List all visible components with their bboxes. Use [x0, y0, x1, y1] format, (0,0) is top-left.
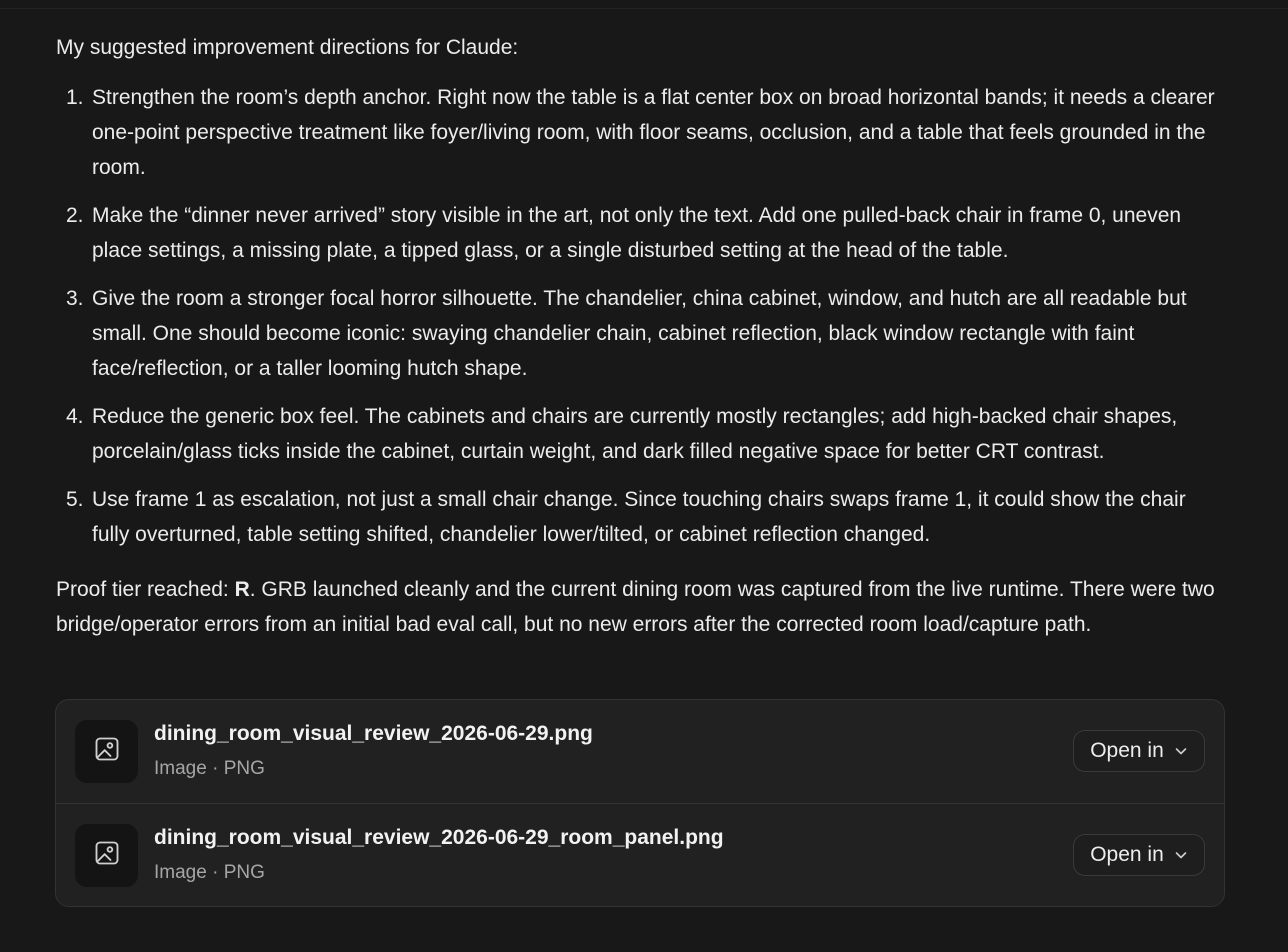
proof-tier: R [234, 578, 250, 601]
attachments-card [55, 699, 1225, 907]
image-icon [93, 839, 121, 872]
list-number: 2. [66, 204, 84, 227]
attachment-thumbnail [75, 824, 138, 887]
attachment-row[interactable] [56, 700, 1224, 803]
open-in-label: Open in [1090, 843, 1164, 866]
list-item-text: Give the room a stronger focal horror silhouette. The chandelier, china cabinet, window, and hutch are all readable but small. One should become iconic: swaying chandelier chain, cabinet reflection, black window rectangle with faint face/reflection, or a taller looming hutch shape. [92, 287, 1187, 380]
improvement-list [56, 80, 1226, 552]
proof-text: . GRB launched cleanly and the current dining room was captured from the live runtime. There were two bridge/operator errors from an initial bad eval call, but no new errors after the corrected room load/capture path. [56, 578, 1215, 636]
proof-prefix: Proof tier reached: [56, 578, 235, 601]
list-number: 3. [66, 287, 84, 310]
list-number: 4. [66, 405, 84, 428]
attachment-type: Image · PNG [154, 758, 265, 779]
list-number: 1. [66, 86, 84, 109]
message-intro: My suggested improvement directions for Claude: [56, 36, 519, 59]
proof-paragraph [56, 572, 1226, 642]
open-in-button[interactable] [1073, 834, 1205, 876]
top-divider [0, 8, 1288, 9]
assistant-message [56, 30, 1226, 642]
attachment-thumbnail [75, 720, 138, 783]
list-number: 5. [66, 488, 84, 511]
list-item [56, 399, 1226, 469]
attachment-filename[interactable]: dining_room_visual_review_2026-06-29.png [154, 722, 593, 745]
attachment-type: Image · PNG [154, 862, 265, 883]
open-in-label: Open in [1090, 739, 1164, 762]
chevron-down-icon [1174, 848, 1188, 862]
list-item-text: Strengthen the room’s depth anchor. Right now the table is a flat center box on broad horizontal bands; it needs a clearer one-point perspective treatment like foyer/living room, with floor seams, occlusion, and a table that feels grounded in the room. [92, 86, 1215, 179]
list-item-text: Make the “dinner never arrived” story visible in the art, not only the text. Add one pulled-back chair in frame 0, uneven place settings, a missing plate, a tipped glass, or a single disturbed setting at the head of the table. [92, 204, 1182, 262]
list-item [56, 80, 1226, 185]
image-icon [93, 735, 121, 768]
attachment-row[interactable] [56, 803, 1224, 907]
list-item [56, 482, 1226, 552]
list-item-text: Reduce the generic box feel. The cabinets and chairs are currently mostly rectangles; add high-backed chair shapes, porcelain/glass ticks inside the cabinet, curtain weight, and dark filled negative space for better CRT contrast. [92, 405, 1178, 463]
attachment-filename[interactable]: dining_room_visual_review_2026-06-29_room_panel.png [154, 826, 724, 849]
chevron-down-icon [1174, 744, 1188, 758]
list-item [56, 281, 1226, 386]
list-item [56, 198, 1226, 268]
list-item-text: Use frame 1 as escalation, not just a small chair change. Since touching chairs swaps frame 1, it could show the chair fully overturned, table setting shifted, chandelier lower/tilted, or cabinet reflection changed. [92, 488, 1186, 546]
open-in-button[interactable] [1073, 730, 1205, 772]
